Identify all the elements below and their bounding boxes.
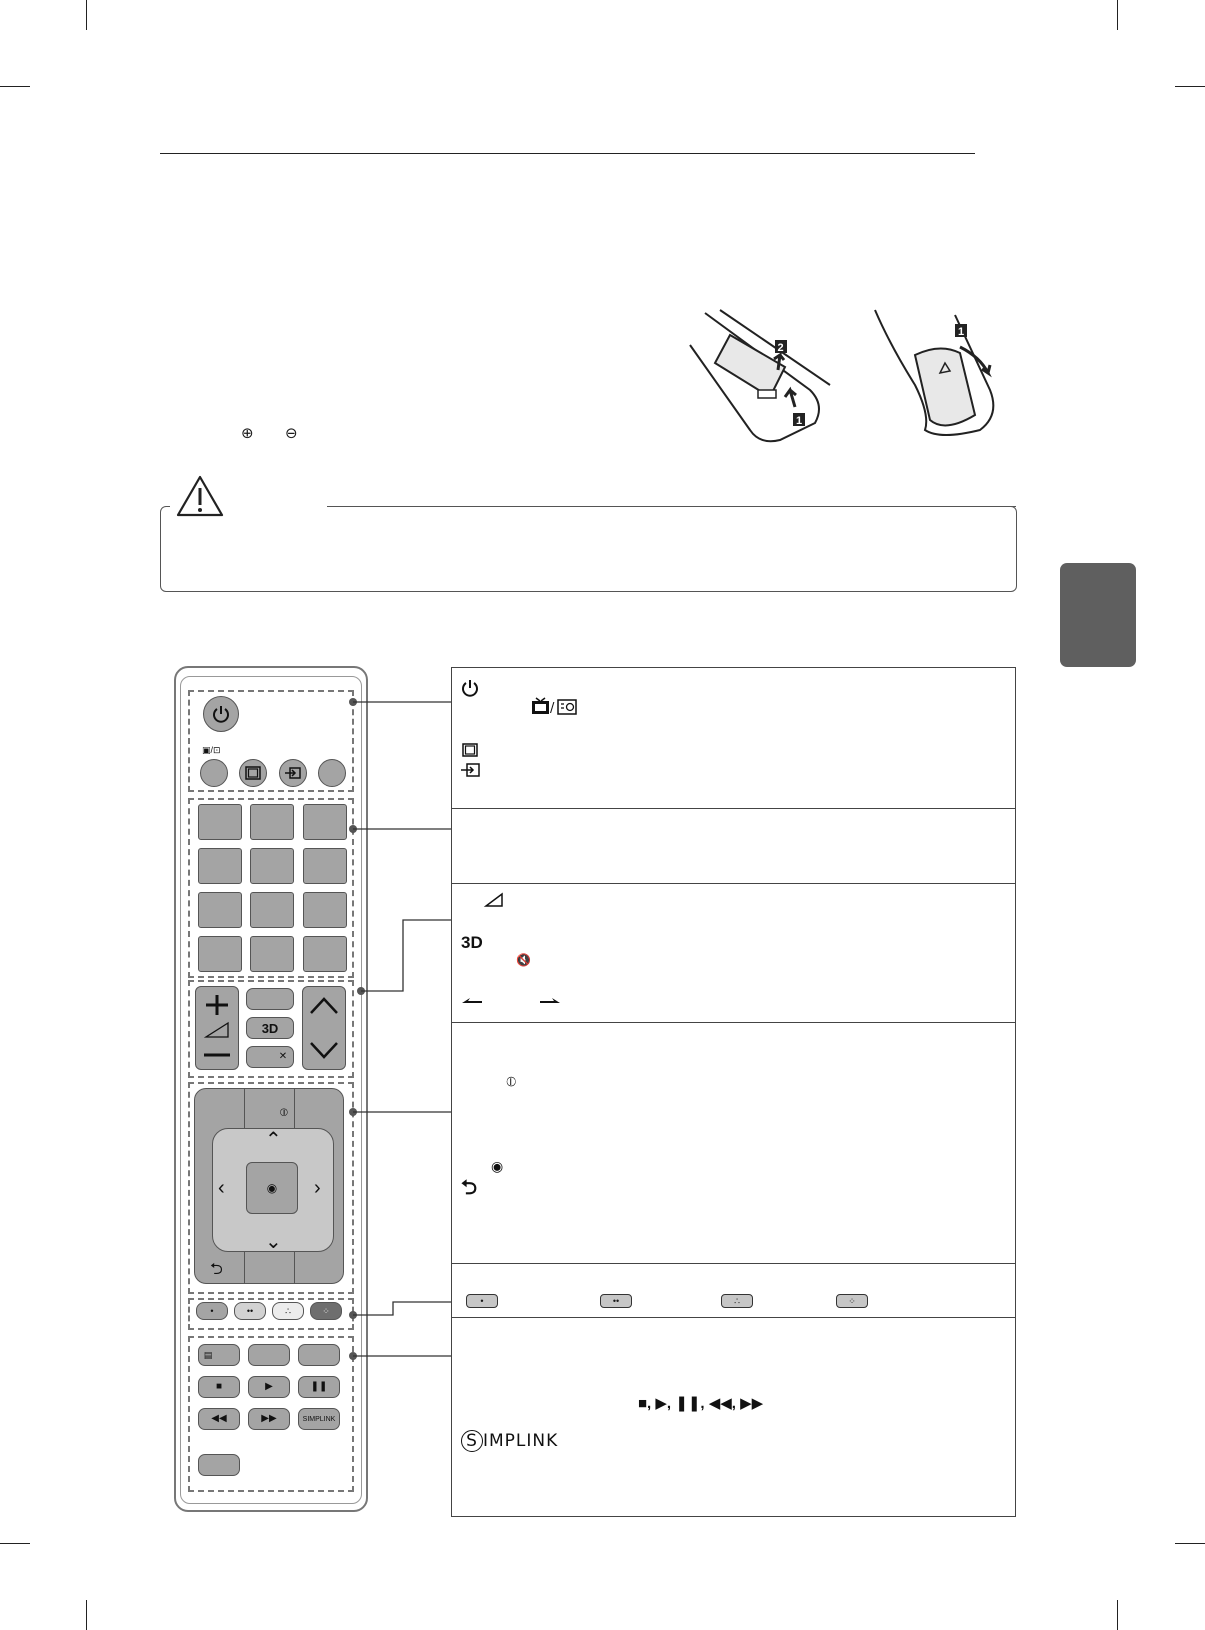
table-row-divider xyxy=(452,1317,1015,1318)
power-icon xyxy=(461,678,479,698)
3d-label: 3D xyxy=(461,933,483,952)
number-button[interactable] xyxy=(250,892,294,928)
simplink-button[interactable] xyxy=(298,1408,340,1430)
leader-dot xyxy=(349,1108,357,1116)
minus-polarity-icon: ⊖ xyxy=(285,425,298,442)
number-button[interactable] xyxy=(250,804,294,840)
leader-dot xyxy=(349,825,357,833)
number-button[interactable] xyxy=(303,848,347,884)
ok-button[interactable] xyxy=(246,1162,298,1214)
svg-text:/: / xyxy=(550,701,555,716)
step-2-label: 2 xyxy=(777,342,784,354)
yellow-key-icon: ∴ xyxy=(721,1294,753,1308)
crop-mark xyxy=(0,86,30,87)
number-button[interactable] xyxy=(250,936,294,972)
blank-function-button[interactable] xyxy=(298,1344,340,1366)
ratio-icon xyxy=(245,766,261,780)
rewind-button[interactable] xyxy=(198,1408,240,1430)
blank-bottom-button[interactable] xyxy=(198,1454,240,1476)
caution-box xyxy=(160,506,1017,592)
playback-symbols: ■, ▶, ❚❚, ◀◀, ▶▶ xyxy=(638,1395,764,1412)
number-button[interactable] xyxy=(198,804,242,840)
3d-button[interactable] xyxy=(246,1017,294,1039)
mute-icon: 🔇 xyxy=(516,953,531,967)
number-button[interactable] xyxy=(303,892,347,928)
arrow-right-bar-icon xyxy=(540,998,560,1004)
ratio-button[interactable] xyxy=(239,759,267,787)
back-icon[interactable]: ⮌ xyxy=(210,1261,223,1278)
table-row-divider xyxy=(452,808,1015,809)
red-key-icon: • xyxy=(466,1294,498,1308)
step-1-label: 1 xyxy=(796,415,803,427)
info-icon: ⦶ xyxy=(506,1073,517,1089)
table-row-divider xyxy=(452,1022,1015,1023)
header-rule xyxy=(160,153,975,154)
warning-icon xyxy=(175,474,225,518)
number-button[interactable] xyxy=(303,804,347,840)
caution-top-line xyxy=(330,506,1016,507)
fast-forward-icon: ▶▶ xyxy=(261,1413,277,1424)
play-button[interactable] xyxy=(248,1376,290,1398)
tv-rad-label: ▣/⊡ xyxy=(202,745,221,755)
input-icon xyxy=(285,767,301,779)
number-button[interactable] xyxy=(198,848,242,884)
plus-polarity-icon: ⊕ xyxy=(241,425,254,442)
simplink-logo: S IMPLINK xyxy=(461,1430,558,1452)
battery-cover-illustration xyxy=(690,305,1050,445)
power-button[interactable] xyxy=(203,696,239,732)
leader-dot xyxy=(349,1352,357,1360)
crop-mark xyxy=(1117,0,1118,30)
channel-arrows-icon xyxy=(307,991,341,1065)
extra-round-button[interactable] xyxy=(318,759,346,787)
blank-function-button[interactable] xyxy=(248,1344,290,1366)
simplink-label: SIMPLINK xyxy=(302,1415,336,1423)
yellow-color-key[interactable]: ∴ xyxy=(272,1302,304,1320)
input-icon xyxy=(461,763,481,777)
tv-radio-icon xyxy=(531,697,577,715)
arrow-up-icon[interactable]: ⌃ xyxy=(265,1129,282,1151)
number-button[interactable] xyxy=(250,848,294,884)
stop-icon: ■ xyxy=(215,1381,223,1392)
table-row-divider xyxy=(452,883,1015,884)
fast-forward-button[interactable] xyxy=(248,1408,290,1430)
play-icon: ▶ xyxy=(265,1381,273,1392)
input-button[interactable] xyxy=(279,759,307,787)
ok-icon: ◉ xyxy=(266,1181,278,1195)
blue-color-key[interactable]: ⁘ xyxy=(310,1302,342,1320)
green-color-key[interactable]: •• xyxy=(234,1302,266,1320)
crop-mark xyxy=(1175,1543,1205,1544)
arrow-left-icon[interactable]: ‹ xyxy=(218,1177,225,1199)
text-button[interactable] xyxy=(198,1344,240,1366)
tv-rad-button[interactable] xyxy=(200,759,228,787)
crop-mark xyxy=(1175,86,1205,87)
mute-icon: ✕ xyxy=(278,1051,288,1062)
stop-button[interactable] xyxy=(198,1376,240,1398)
leader-dot xyxy=(349,698,357,706)
leader-dot xyxy=(357,987,365,995)
number-button[interactable] xyxy=(303,936,347,972)
arrow-right-icon[interactable]: › xyxy=(314,1177,321,1199)
pause-icon: ❚❚ xyxy=(310,1381,328,1392)
info-icon: ⦶ xyxy=(280,1107,288,1119)
volume-icon xyxy=(485,893,503,907)
number-button[interactable] xyxy=(198,936,242,972)
crop-mark xyxy=(1117,1600,1118,1630)
channel-rocker[interactable] xyxy=(302,986,346,1070)
blue-key-icon: ⁘ xyxy=(836,1294,868,1308)
crop-mark xyxy=(0,1543,30,1544)
power-icon xyxy=(211,704,231,724)
teletext-icon: ▤ xyxy=(203,1349,213,1360)
number-button[interactable] xyxy=(198,892,242,928)
rewind-icon: ◀◀ xyxy=(211,1413,227,1424)
arrow-down-icon[interactable]: ⌄ xyxy=(265,1231,282,1253)
table-row-divider xyxy=(452,1263,1015,1264)
volume-rocker[interactable] xyxy=(195,986,239,1070)
remote-control-illustration xyxy=(174,666,368,1512)
mute-button[interactable] xyxy=(246,1046,294,1068)
back-icon: ⮌ xyxy=(461,1177,478,1199)
crop-mark xyxy=(86,1600,87,1630)
leader-dot xyxy=(349,1311,357,1319)
crop-mark xyxy=(86,0,87,30)
red-color-key[interactable]: • xyxy=(196,1302,228,1320)
ok-icon: ◉ xyxy=(491,1158,504,1174)
function-description-table xyxy=(451,667,1016,1517)
blank-mid-button[interactable] xyxy=(246,988,294,1010)
green-key-icon: •• xyxy=(600,1294,632,1308)
ratio-icon xyxy=(462,743,478,757)
chapter-tab xyxy=(1060,563,1136,667)
pause-button[interactable] xyxy=(298,1376,340,1398)
3d-label: 3D xyxy=(261,1020,279,1036)
arrow-left-bar-icon xyxy=(462,998,482,1004)
close-step-label: 1 xyxy=(958,326,965,338)
volume-icon xyxy=(200,991,234,1065)
